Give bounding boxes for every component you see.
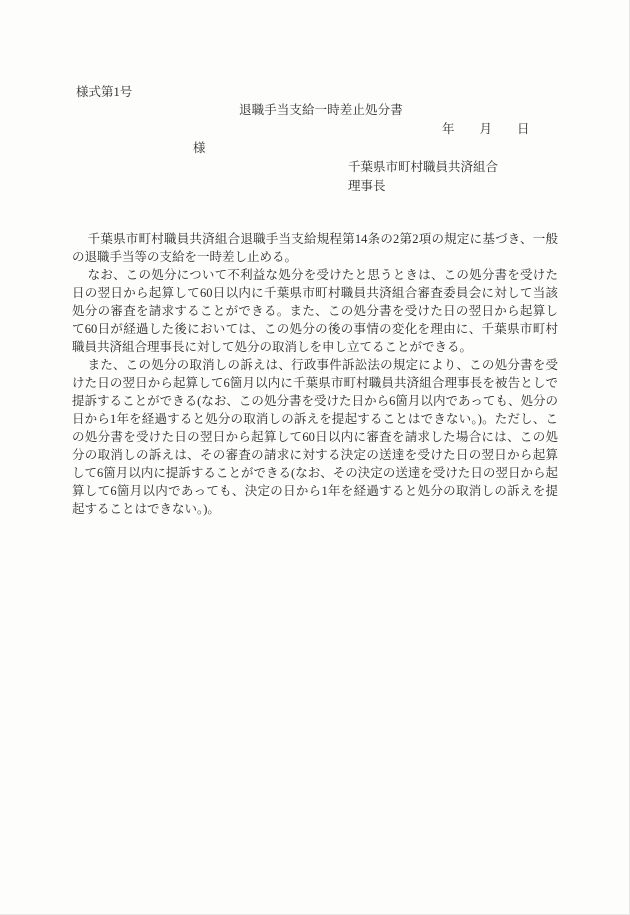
addressee-honorific: 様	[193, 141, 206, 155]
date-line: 年 月 日	[442, 122, 530, 136]
issuer-organization: 千葉県市町村職員共済組合	[348, 160, 499, 174]
paragraph-lawsuit: また、この処分の取消しの訴えは、行政事件訴訟法の規定により、この処分書を受けた日の翌日から起算して6箇月以内に千葉県市町村職員共済組合理事長を被告としで提訴することができる(なお、この処分書を受けた日から6箇月以内であっても、処分の日から1年を経過すると処分の取消しの訴えを提起することはできない。)。ただし、この処分書を受けた日の翌日から起算して60日以内に審査を請求した場合には、この処分の取消しの訴えは、その審査の請求に対する決定の送達を受けた日の翌日から起算して6箇月以内に提訴することができる(なお、その決定の送達を受けた日の翌日から起算して6箇月以内であっても、決定の日から1年を経過すると処分の取消しの訴えを提起することはできない。)。	[72, 358, 558, 516]
paragraph-review-request: なお、この処分について不利益な処分を受けたと思うときは、この処分書を受けた日の翌日から起算して60日以内に千葉県市町村職員共済組合審査委員会に対して当該処分の審査を請求することができる。また、この処分書を受けた日の翌日から起算して60日が経過した後においては、この処分の後の事情の変化を理由に、千葉県市町村職員共済組合理事長に対して処分の取消しを申し立てることができる。	[72, 268, 558, 354]
document-title: 退職手当支給一時差止処分書	[239, 103, 403, 117]
issuer-role: 理事長	[348, 179, 386, 193]
form-number: 様式第1号	[76, 85, 133, 99]
paragraph-basis: 千葉県市町村職員共済組合退職手当支給規程第14条の2第2項の規定に基づき、一般の退職手当等の支給を一時差し止める。	[72, 232, 558, 264]
document-body	[72, 230, 558, 518]
